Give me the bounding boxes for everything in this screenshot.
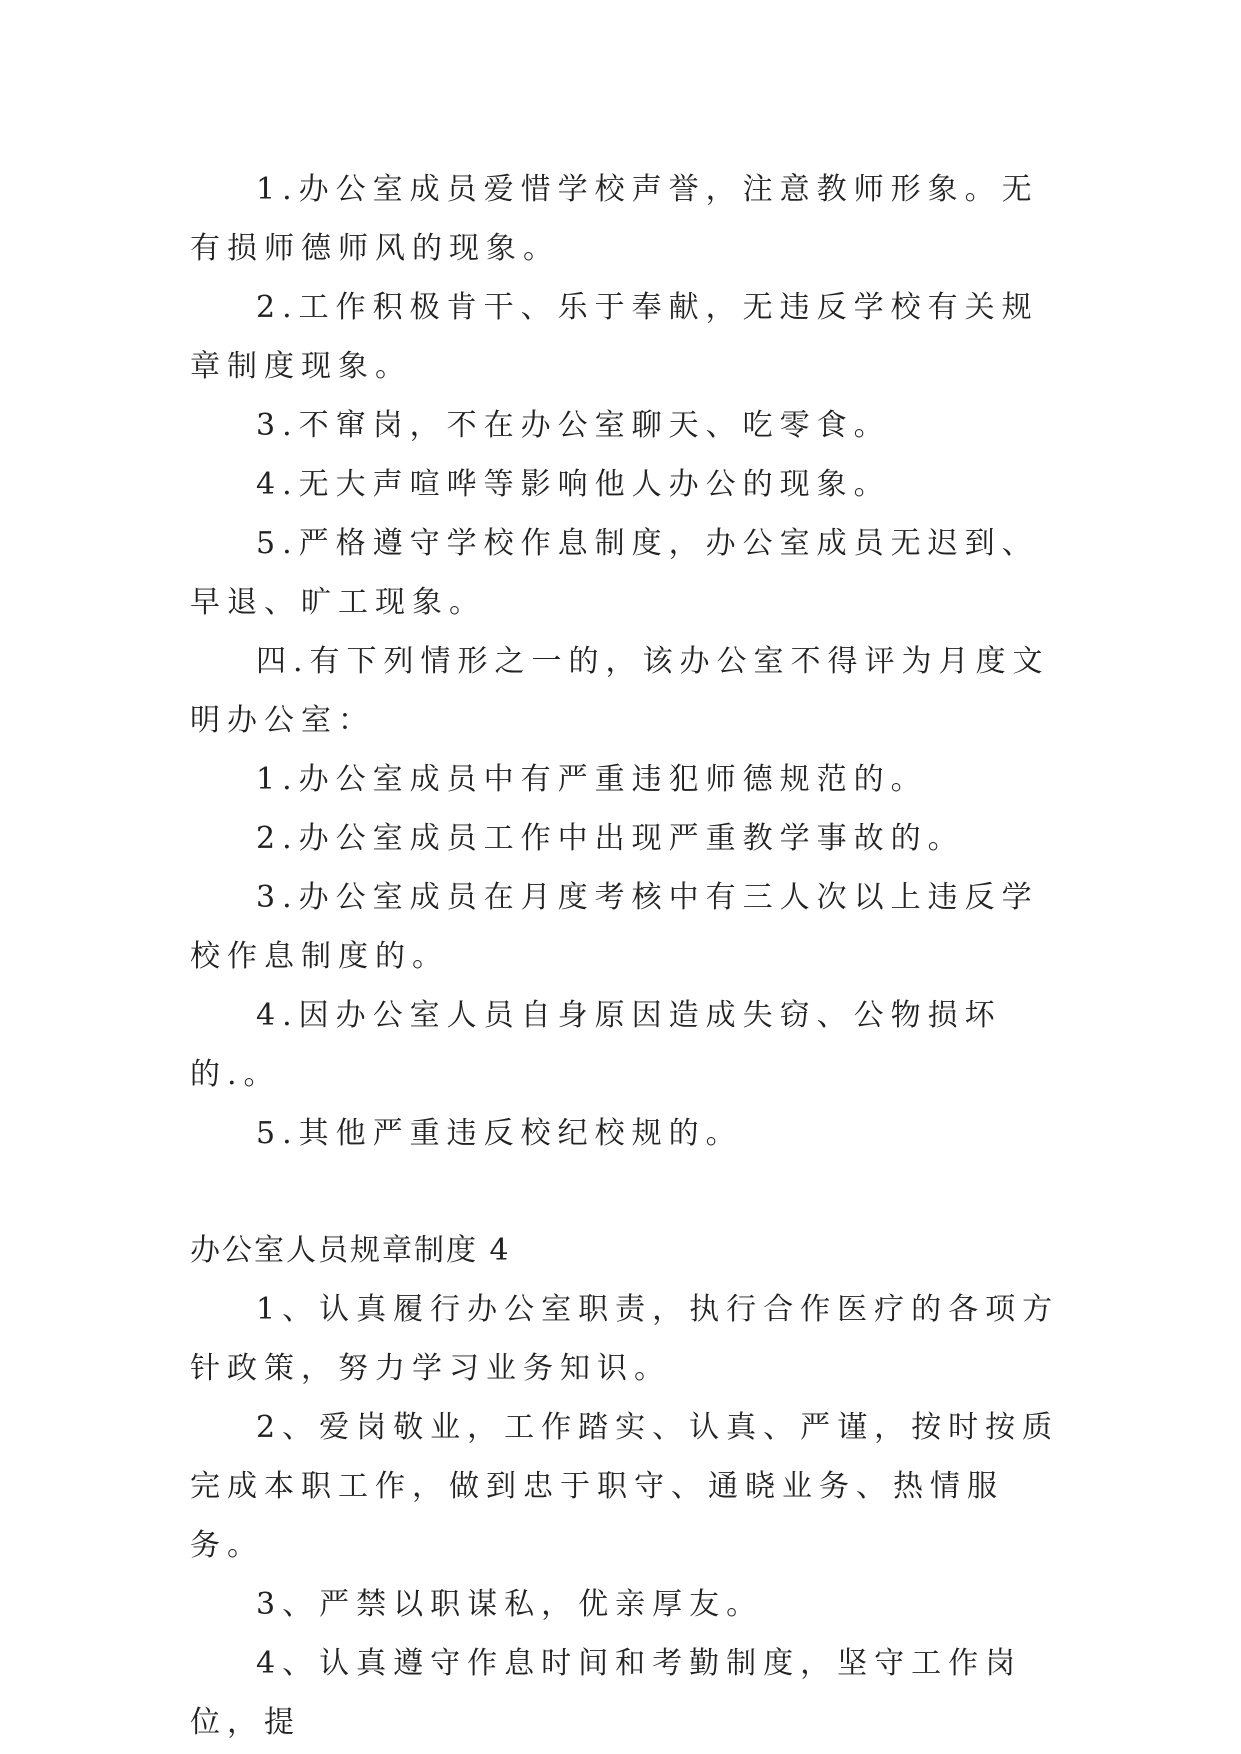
paragraph: 4.因办公室人员自身原因造成失窃、公物损坏的.。 — [190, 998, 1002, 1092]
paragraph: 2、爱岗敬业，工作踏实、认真、严谨，按时按质完成本职工作，做到忠于职守、通晓业务、热情服务。 — [190, 1410, 1060, 1563]
paragraph: 3.办公室成员在月度考核中有三人次以上违反学校作息制度的。 — [190, 880, 1039, 974]
paragraph: 1.办公室成员爱惜学校声誉，注意教师形象。无有损师德师风的现象。 — [190, 172, 1039, 266]
paragraph: 4、认真遵守作息时间和考勤制度，坚守工作岗位，提 — [190, 1646, 1023, 1740]
document-body — [190, 160, 1060, 1752]
paragraph: 2.工作积极肯干、乐于奉献，无违反学校有关规章制度现象。 — [190, 290, 1039, 384]
section-title: 办公室人员规章制度 4 — [190, 1233, 511, 1268]
paragraph: 5.严格遵守学校作息制度，办公室成员无迟到、早退、旷工现象。 — [190, 526, 1039, 620]
paragraph: 1.办公室成员中有严重违犯师德规范的。 — [256, 762, 928, 797]
paragraph: 2.办公室成员工作中出现严重教学事故的。 — [256, 821, 965, 856]
paragraph: 3.不窜岗，不在办公室聊天、吃零食。 — [256, 408, 891, 443]
section-intro: 四.有下列情形之一的，该办公室不得评为月度文明办公室： — [190, 644, 1050, 738]
paragraph: 1、认真履行办公室职责，执行合作医疗的各项方针政策，努力学习业务知识。 — [190, 1292, 1060, 1386]
paragraph: 4.无大声喧哗等影响他人办公的现象。 — [256, 467, 891, 502]
paragraph: 3、严禁以职谋私，优亲厚友。 — [256, 1587, 764, 1622]
paragraph: 5.其他严重违反校纪校规的。 — [256, 1116, 743, 1151]
